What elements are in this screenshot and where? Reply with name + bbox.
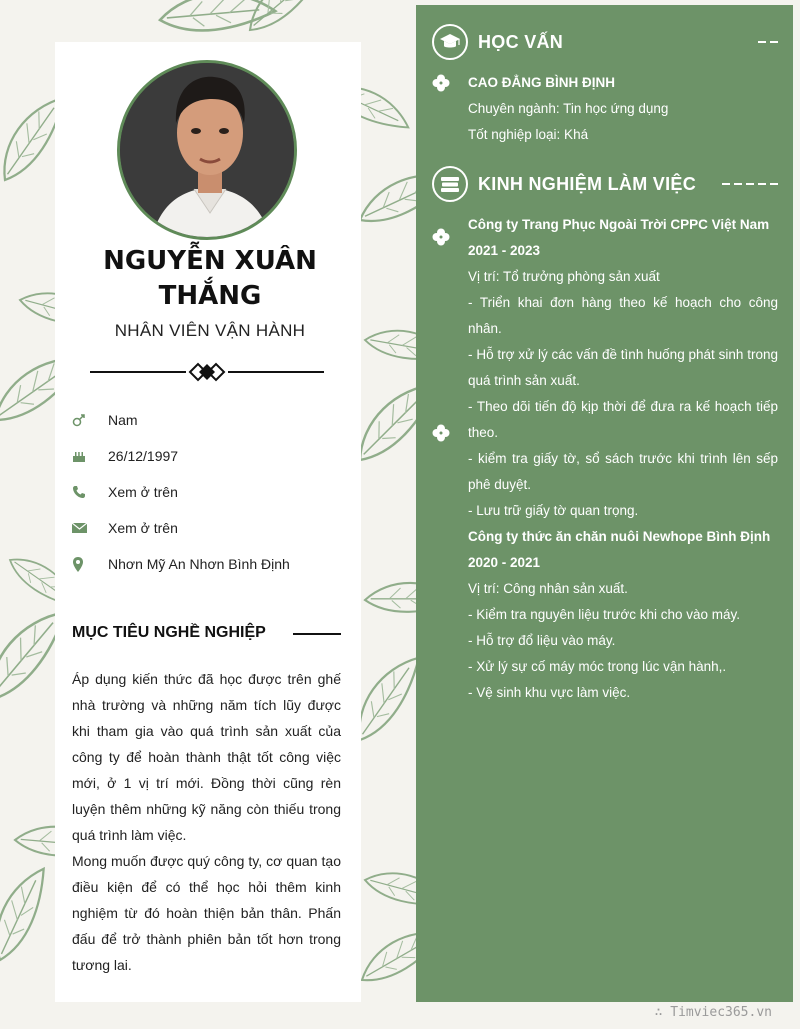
job-duty: - Xử lý sự cố máy móc trong lúc vận hành,. — [468, 659, 727, 674]
contact-info — [72, 402, 352, 582]
map-pin-icon — [72, 554, 108, 574]
email-text: Xem ở trên — [108, 520, 178, 536]
education-heading-dashes — [758, 41, 778, 43]
clover-bullet-icon — [432, 424, 450, 442]
candidate-name-line-2: THẮNG — [158, 281, 262, 311]
candidate-name-line-1: NGUYỄN XUÂN — [103, 246, 317, 276]
education-header — [432, 24, 563, 60]
clover-bullet-icon — [432, 228, 450, 246]
education-heading: HỌC VẤN — [478, 31, 564, 52]
contact-email — [72, 510, 352, 546]
contact-address — [72, 546, 352, 582]
gender-icon — [72, 410, 108, 430]
avatar — [117, 60, 297, 240]
experience-header — [432, 166, 696, 202]
phone-icon — [72, 482, 108, 502]
objective-heading: MỤC TIÊU NGHỀ NGHIỆP — [72, 624, 266, 641]
contact-phone — [72, 474, 352, 510]
job-entry — [468, 524, 778, 706]
job-duty: - kiểm tra giấy tờ, sổ sách trước khi trình lên sếp phê duyệt. — [468, 451, 778, 492]
objective-paragraph-2: Mong muốn được quý công ty, cơ quan tạo điều kiện để có thể học hỏi thêm kinh nghiệm từ đó hoàn thiện bản thân. Phấn đấu để trở thành phiên bản tốt hơn trong tương lai. — [72, 853, 341, 973]
job-duty: - Hỗ trợ xử lý các vấn đề tình huống phát sinh trong quá trình sản xuất. — [468, 347, 778, 388]
job-duty: - Theo dõi tiến độ kịp thời để đưa ra kế hoạch tiếp theo. — [468, 399, 778, 440]
graduation-cap-icon — [432, 24, 468, 60]
education-entry — [468, 70, 788, 148]
gender-text: Nam — [108, 412, 138, 428]
clover-bullet-icon — [432, 74, 450, 92]
job-period: 2021 - 2023 — [468, 243, 541, 258]
books-icon — [432, 166, 468, 202]
contact-gender — [72, 402, 352, 438]
objective-heading-rule — [293, 633, 341, 635]
experience-heading: KINH NGHIỆM LÀM VIỆC — [478, 173, 697, 194]
job-duty: - Triển khai đơn hàng theo kế hoạch cho công nhân. — [468, 295, 778, 336]
job-position: Vị trí: Tổ trưởng phòng sản xuất — [468, 269, 660, 284]
job-period: 2020 - 2021 — [468, 555, 541, 570]
ornament-divider — [90, 360, 324, 384]
job-duty: - Lưu trữ giấy tờ quan trọng. — [468, 503, 639, 518]
objective-paragraph-1: Áp dụng kiến thức đã học được trên ghế nhà trường và những năm tích lũy được khi tham gia vào quá trình sản xuất của công ty để hoàn thành thật tốt công việc mới, ở 1 vị trí mới. Đồng thời cũng rèn luyện thêm những kỹ năng còn thiếu trong quá trình làm việc. — [72, 671, 341, 843]
job-entry — [468, 212, 778, 524]
watermark: ∴ Timviec365.vn — [654, 1005, 772, 1020]
job-position: Vị trí: Công nhân sản xuất. — [468, 581, 628, 596]
contact-birthday — [72, 438, 352, 474]
birthday-text: 26/12/1997 — [108, 448, 179, 464]
school-name: CAO ĐẲNG BÌNH ĐỊNH — [468, 75, 615, 90]
envelope-icon — [72, 518, 108, 538]
job-duty: - Vệ sinh khu vực làm việc. — [468, 685, 631, 700]
experience-list — [468, 212, 778, 706]
job-title: NHÂN VIÊN VẬN HÀNH — [114, 321, 306, 340]
objective-body — [72, 666, 341, 978]
experience-heading-dashes — [722, 183, 778, 185]
job-company: Công ty thức ăn chăn nuôi Newhope Bình Định — [468, 529, 771, 544]
education-major: Chuyên ngành: Tin học ứng dụng — [468, 101, 669, 116]
candidate-name — [60, 244, 360, 314]
job-duty: - Kiểm tra nguyên liệu trước khi cho vào máy. — [468, 607, 740, 622]
phone-text: Xem ở trên — [108, 484, 178, 500]
address-text: Nhơn Mỹ An Nhơn Bình Định — [108, 556, 290, 572]
job-company: Công ty Trang Phục Ngoài Trời CPPC Việt Nam — [468, 217, 770, 232]
birthday-cake-icon — [72, 446, 108, 466]
education-grade: Tốt nghiệp loại: Khá — [468, 127, 589, 142]
portrait-illustration — [120, 63, 297, 240]
job-duty: - Hỗ trợ đổ liệu vào máy. — [468, 633, 616, 648]
